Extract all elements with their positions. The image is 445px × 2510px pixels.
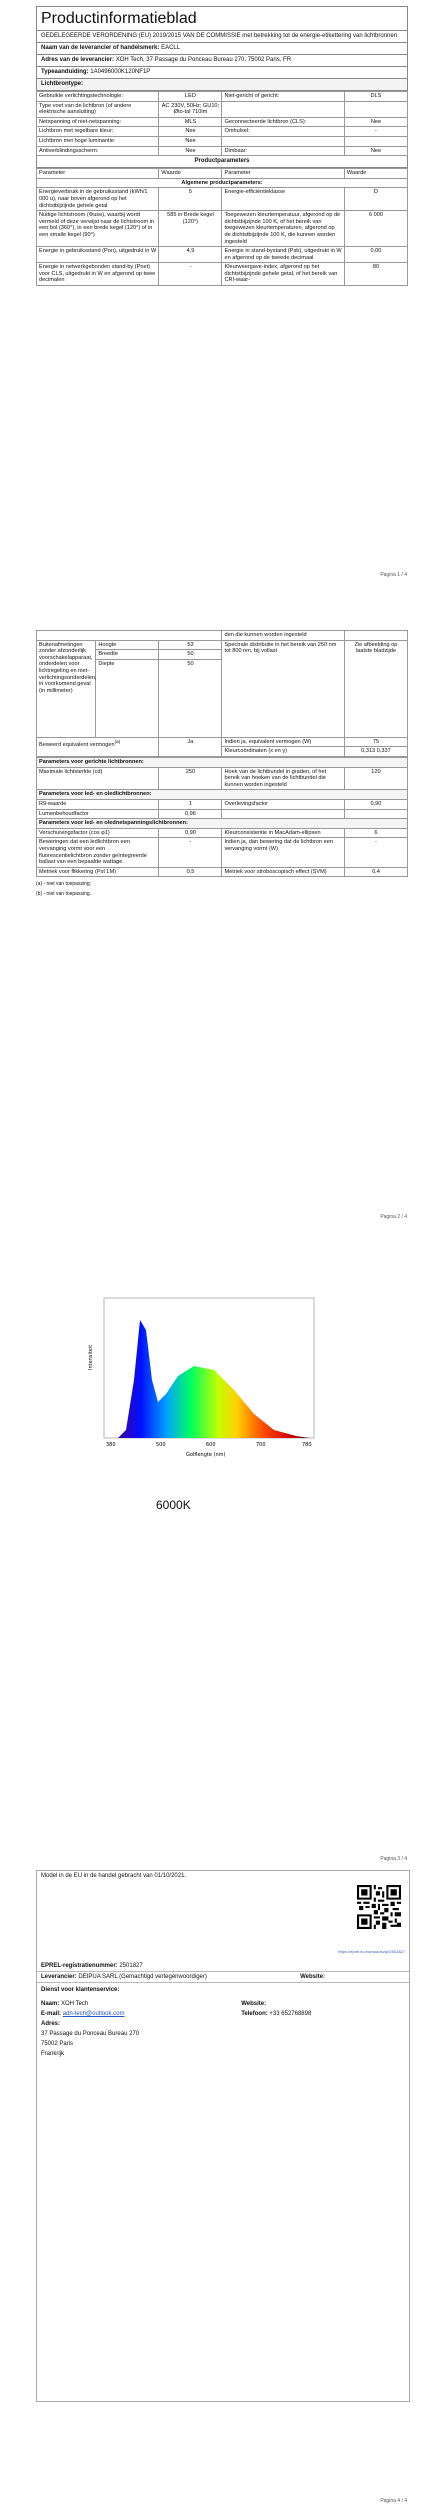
product-param-row-cell: Energie-efficiëntieklasse	[222, 188, 344, 211]
spectrum-caption: 6000K	[156, 1498, 191, 1512]
light-source-row-cell: Omhulsel:	[222, 127, 344, 137]
p2-top-cell: den die kunnen worden ingesteld	[222, 631, 344, 641]
light-source-row-cell: Netspanning of niet-netspanning:	[37, 117, 159, 127]
mains-row-cell: -	[159, 838, 222, 867]
page-3	[36, 1290, 408, 1590]
page-1	[36, 6, 408, 576]
light-source-row-cell	[222, 101, 344, 117]
mains-row-cell: Beweringen dat een ledlichtbron een vervanging vormt voor een fluorescentielichtbron zonder geïntegreerde ballast van een bepaalde wattage.	[37, 838, 159, 867]
led-title: Parameters voor led- en oledlichtbronnen:	[37, 790, 408, 800]
x-tick-1: 500	[156, 1442, 166, 1448]
p2-table	[36, 630, 408, 757]
light-source-row-cell: Nee	[159, 127, 222, 137]
light-source-row-cell: Gebruikte verlichtingstechnologie:	[37, 92, 159, 102]
light-source-row	[37, 101, 408, 117]
light-source-row-cell	[344, 101, 407, 117]
general-title: Algemene productparameters:	[37, 178, 408, 188]
light-source-row	[37, 146, 408, 156]
mains-row-cell: 0,4	[344, 867, 407, 877]
product-param-row-cell: -	[159, 263, 222, 286]
light-source-row	[37, 117, 408, 127]
spectral-label: Spectrale distributie in het bereik van 250 nm tot 800 nm, bij vollast	[222, 640, 344, 737]
p2-params-table	[36, 757, 408, 877]
product-param-row-cell: 585 in Brede kegel (120°)	[159, 211, 222, 247]
supplier-name-row	[36, 43, 408, 55]
light-source-row-cell: Niet-gericht of gericht:	[222, 92, 344, 102]
light-source-row-cell: Nee	[159, 136, 222, 146]
light-source-row	[37, 92, 408, 102]
contact-right	[241, 1999, 405, 2059]
note-a: (a) - niet van toepassing;	[36, 881, 92, 888]
product-param-row	[37, 247, 408, 263]
light-source-row-cell: Geconnecteerde lichtbron (CLS):	[222, 117, 344, 127]
dim-depth: 50	[159, 659, 222, 737]
led-row	[37, 799, 408, 809]
mains-row-cell: 0,5	[159, 867, 222, 877]
supplier-address-label: Adres van de leverancier:	[41, 57, 115, 63]
product-param-row-cell: Energie in netwerkgebonden stand-by (Pnet) voor CLS, uitgedrukt in W en afgerond op twee decimalen	[37, 263, 159, 286]
directional-row-cell: Maximale lichtsterkte (cd)	[37, 767, 159, 790]
p4-supplier-wrap	[41, 1974, 207, 1980]
mains-row-cell: -	[344, 838, 407, 867]
dim-depth-label: Diepte	[96, 659, 159, 737]
page-4	[36, 1870, 410, 2402]
contact-phone: +33 652768898	[269, 2011, 312, 2017]
mains-row-cell: Indien ja, dan bewering dat de lichtbron een vervanging vormt (W)	[222, 838, 344, 867]
email-label: E-mail:	[41, 2011, 62, 2017]
product-param-row-cell: Energie in stand-bystand (Psb), uitgedrukt in W en afgerond op de tweede decimaal	[222, 247, 344, 263]
email-row	[41, 2009, 241, 2019]
eprel-label: EPREL-registratienummer:	[41, 1963, 118, 1969]
led-row-cell: 1	[159, 799, 222, 809]
dims-label: Buitenafmetingen zonder afzonderlijk voorschakelapparaat, onderdelen voor lichtregeling en niet-verlichtingsonderdelen, in voorkomend geval (in millimeter)	[37, 640, 96, 737]
chroma-value: 0,313 0,337	[344, 747, 407, 757]
light-source-row-cell: Lichtbron met hoge luminantie:	[37, 136, 159, 146]
col-value: Waarde	[159, 169, 222, 179]
col-param-2: Parameter	[222, 169, 344, 179]
product-param-row-cell: 4,9	[159, 247, 222, 263]
chart-xlabel: Golflengte (nm)	[186, 1452, 226, 1458]
p4-intro: Model in de EU in de handel gebracht van 01/10/2021.	[41, 1873, 187, 1879]
light-source-row-cell: Nee	[344, 146, 407, 156]
product-param-row-cell: 5	[159, 188, 222, 211]
chroma-label: Kleurcoördinaten (x en y)	[222, 747, 344, 757]
regulation-text: GEDELEGEERDE VERORDENING (EU) 2019/2015 VAN DE COMMISSIE met betrekking tot de energie-etikettering van lichtbronnen	[36, 31, 408, 43]
x-tick-4: 780	[302, 1442, 312, 1448]
type-label: Typeaanduiding:	[41, 69, 89, 75]
equiv-label: Beweerd equivalent vermogen$^{(a)}$	[37, 737, 159, 756]
page-footer-2: Pagina 2 / 4	[380, 1214, 407, 1220]
x-tick-2: 600	[206, 1442, 216, 1448]
light-source-row-cell: Antiverblindingsscherm:	[37, 146, 159, 156]
mains-row-cell: Metriek voor flikkering (Pst LM)	[37, 867, 159, 877]
chart-ylabel: Intensiteit	[88, 1344, 94, 1370]
directional-title: Parameters voor gerichte lichtbronnen:	[37, 757, 408, 767]
mains-title: Parameters voor led- en olednetspanningslichtbronnen:	[37, 819, 408, 829]
mains-row-cell: Metriek voor stroboscopisch effect (SVM)	[222, 867, 344, 877]
light-source-row	[37, 127, 408, 137]
p4-supplier-label: Leverancier:	[41, 1974, 77, 1980]
phone-row	[241, 2009, 405, 2019]
mains-row-cell: 0,90	[159, 828, 222, 838]
led-row-cell	[222, 809, 344, 819]
qr-code-icon[interactable]	[357, 1885, 401, 1929]
equiv-w-label: Indien ja, equivalent vermogen (W)	[222, 737, 344, 747]
supplier-address: XOH Tech, 37 Passage du Ponceau Bureau 270, 75002 Paris, FR	[115, 57, 292, 63]
page-footer-3: Pagina 3 / 4	[380, 1856, 407, 1862]
product-param-row	[37, 188, 408, 211]
p4-intro-block	[37, 1871, 409, 1961]
supplier-name-label: Naam van de leverancier of handelsmerk:	[41, 45, 160, 51]
type-row	[36, 67, 408, 79]
product-param-row-cell: Nuttige lichtstroom (Φuse), waarbij wordt vermeld of deze verwijst naar de lichtstroom in een bol (360°), in een brede kegel (120°) of in een smalle kegel (90°)	[37, 211, 159, 247]
x-tick-0: 380	[106, 1442, 116, 1448]
directional-row-cell: 250	[159, 767, 222, 790]
mains-row	[37, 828, 408, 838]
mains-row	[37, 867, 408, 877]
product-param-row-cell: 80	[344, 263, 407, 286]
supplier-row	[37, 1972, 409, 1983]
name-label: Naam:	[41, 2001, 60, 2007]
eprel-number: 2501827	[119, 1963, 143, 1969]
eprel-row	[37, 1961, 409, 1972]
light-source-row-cell	[222, 136, 344, 146]
light-source-row-cell: MLS	[159, 117, 222, 127]
light-source-row-cell: Type voet van de lichtbron (of andere elektrische aansluiting)	[37, 101, 159, 117]
name-row	[41, 1999, 241, 2009]
col-param: Parameter	[37, 169, 159, 179]
led-row-cell: R9-waarde	[37, 799, 159, 809]
page-footer-4: Pagina 4 / 4	[380, 2498, 407, 2504]
led-row	[37, 809, 408, 819]
led-row-cell: 0,96	[159, 809, 222, 819]
note-b: (b) - niet van toepassing.	[36, 891, 92, 898]
contact-email-link[interactable]: adh-tech@outlook.com	[62, 2011, 125, 2017]
contact-left	[41, 1999, 241, 2059]
page-footer-1: Pagina 1 / 4	[380, 572, 407, 578]
supplier-name: EACLL	[161, 45, 181, 51]
led-row-cell: Overlevingsfactor	[222, 799, 344, 809]
led-row-cell: Lumenbehoudfactor	[37, 809, 159, 819]
dim-width: 50	[159, 650, 222, 660]
product-params-table	[36, 168, 408, 286]
light-source-row-cell: Nee	[344, 117, 407, 127]
page-2	[36, 630, 408, 1150]
col-value-2: Waarde	[344, 169, 407, 179]
light-source-row-cell: -	[344, 127, 407, 137]
spectral-value: Zie afbeelding op laatste bladzijde	[344, 640, 407, 737]
directional-row-cell: 120	[344, 767, 407, 790]
address-line-2: 75002 Paris	[41, 2041, 74, 2047]
website2-row	[241, 1999, 405, 2009]
product-param-row-cell: Kleurweergave-index, afgerond op het dichtstbijzijnde gehele getal, of het bereik van CRI-waar-	[222, 263, 344, 286]
dim-width-label: Breedte	[96, 650, 159, 660]
product-param-row-cell: 6 000	[344, 211, 407, 247]
mains-row	[37, 838, 408, 867]
light-source-table	[36, 91, 408, 156]
equiv-w-value: 75	[344, 737, 407, 747]
phone-label: Telefoon:	[241, 2011, 268, 2017]
dim-height: 53	[159, 640, 222, 650]
dim-height-label: Hoogte	[96, 640, 159, 650]
supplier-address-row	[36, 55, 408, 67]
led-row-cell	[344, 809, 407, 819]
light-source-row-cell: DLS	[344, 92, 407, 102]
params-header-row	[37, 169, 408, 179]
mains-row-cell: 6	[344, 828, 407, 838]
led-row-cell: 0,90	[344, 799, 407, 809]
contact-name: XOH Tech	[61, 2001, 89, 2007]
product-param-row-cell: Toegewezen kleurtemperatuur, afgerond op de dichtstbijzijnde 100 K, of het bereik van toegewezen kleurtemperaturen, afgerond op de dichtstbijzijnde 100 K, die kunnen worden ingesteld	[222, 211, 344, 247]
product-param-row-cell: 0,00	[344, 247, 407, 263]
doc-title: Productinformatieblad	[36, 6, 408, 31]
product-param-row-cell: Energieverbruik in de gebruiksstand (kWh/1 000 u), naar boven afgerond op het dichtstbijzijnde gehele getal	[37, 188, 159, 211]
mains-row-cell: Kleurconsistentie in MacAdam-ellipsen	[222, 828, 344, 838]
spectrum-chart	[66, 1290, 326, 1480]
light-source-row-cell: AC 230V, 50Hz; GU10; Øto-tal 710lm	[159, 101, 222, 117]
p4-supplier: DEIPUA SARL (Gemachtigd vertegenwoordiger)	[78, 1974, 207, 1980]
light-source-row-cell: LED	[159, 92, 222, 102]
x-tick-3: 700	[256, 1442, 266, 1448]
service-title: Dienst voor klantenservice:	[41, 1987, 120, 1993]
equiv-value: Ja	[159, 737, 222, 756]
light-source-row-cell: Lichtbron met regelbare kleur:	[37, 127, 159, 137]
directional-row	[37, 767, 408, 790]
directional-row-cell: Hoek van de lichtbundel in graden, of het bereik van hoeken van de lichtbundel die kunnen worden ingesteld	[222, 767, 344, 790]
product-param-row-cell: D	[344, 188, 407, 211]
eprel-url[interactable]: https://eprel.ec.europa.eu/qr/2501827	[338, 1949, 405, 1954]
light-source-type: Lichtbrontype:	[36, 79, 408, 91]
light-source-row	[37, 136, 408, 146]
light-source-row-cell	[344, 136, 407, 146]
address-line-3: Frankrijk	[41, 2051, 65, 2057]
light-source-row-cell: Nee	[159, 146, 222, 156]
contact-grid	[37, 1995, 409, 2059]
mains-row-cell: Verschuivingsfactor (cos φ1)	[37, 828, 159, 838]
product-param-row	[37, 263, 408, 286]
website2-label: Website:	[241, 2001, 267, 2007]
product-param-row	[37, 211, 408, 247]
product-param-row-cell: Energie in gebruiksstand (Pon), uitgedrukt in W	[37, 247, 159, 263]
type-value: 1A0496000K120NF1P	[90, 69, 151, 75]
p4-website-label: Website:	[300, 1974, 325, 1980]
product-params-title: Productparameters	[36, 156, 408, 168]
address-line-1: 37 Passage du Ponceau Bureau 270	[41, 2031, 140, 2037]
light-source-row-cell: Dimbaar:	[222, 146, 344, 156]
address-label: Adres:	[41, 2021, 61, 2027]
